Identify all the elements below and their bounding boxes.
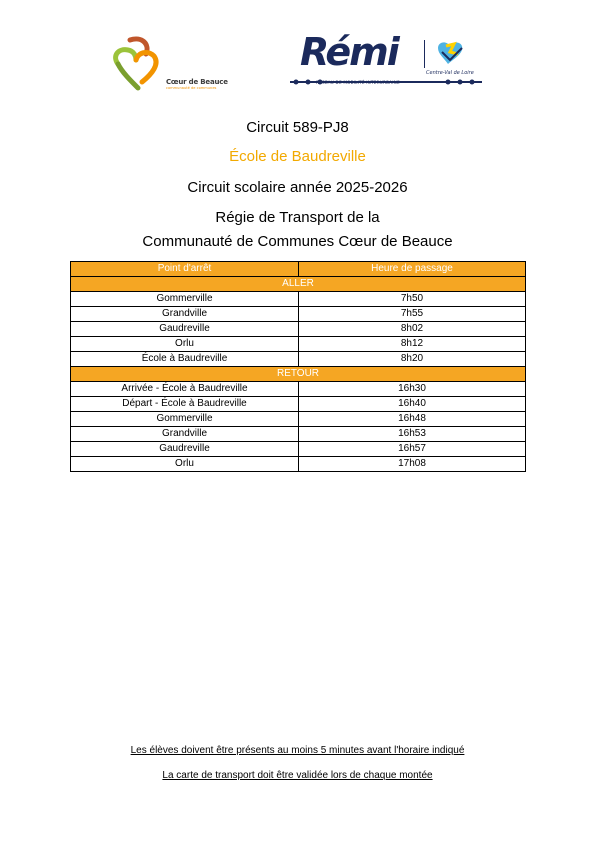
school-year: Circuit scolaire année 2025-2026 (187, 179, 408, 196)
stop-name: Gommerville (71, 292, 299, 307)
network-name: RÉSEAU DE MOBILITÉ INTERURBAINE (316, 80, 400, 85)
timetable (70, 261, 526, 472)
stop-name: Arrivée - École à Baudreville (71, 382, 299, 397)
circuit-title: Circuit 589-PJ8 (246, 119, 349, 136)
table-row (71, 457, 526, 472)
remi-logo (286, 30, 491, 94)
stop-time: 8h02 (299, 322, 526, 337)
stop-time: 16h40 (299, 397, 526, 412)
operator-line-2: Communauté de Communes Cœur de Beauce (142, 233, 453, 250)
stop-time: 16h48 (299, 412, 526, 427)
table-row (71, 382, 526, 397)
table-row (71, 337, 526, 352)
stop-name: Gommerville (71, 412, 299, 427)
coeur-de-beauce-subtitle: communauté de communes (166, 86, 217, 90)
table-row (71, 412, 526, 427)
stop-time: 16h53 (299, 427, 526, 442)
stop-time: 7h50 (299, 292, 526, 307)
operator-line-1: Régie de Transport de la (215, 209, 380, 226)
column-header-stop: Point d'arrêt (71, 262, 299, 277)
remi-wordmark: Rémi (300, 30, 398, 74)
stop-time: 8h12 (299, 337, 526, 352)
stop-time: 16h30 (299, 382, 526, 397)
school-name: École de Baudreville (229, 148, 366, 165)
stop-name: Gaudreville (71, 442, 299, 457)
stop-time: 16h57 (299, 442, 526, 457)
stop-name: Grandville (71, 307, 299, 322)
column-header-time: Heure de passage (299, 262, 526, 277)
stop-name: École à Baudreville (71, 352, 299, 367)
card-validation-notice: La carte de transport doit être validée lors de chaque montée (162, 770, 433, 781)
table-row (71, 397, 526, 412)
stop-time: 8h20 (299, 352, 526, 367)
section-label: ALLER (71, 277, 526, 292)
stop-name: Gaudreville (71, 322, 299, 337)
coeur-de-beauce-logo (108, 34, 228, 92)
table-row (71, 442, 526, 457)
table-row (71, 352, 526, 367)
coeur-de-beauce-heart-icon (108, 34, 168, 92)
stop-time: 7h55 (299, 307, 526, 322)
table-row (71, 427, 526, 442)
arrival-notice: Les élèves doivent être présents au moins 5 minutes avant l'horaire indiqué (130, 745, 465, 756)
table-row (71, 322, 526, 337)
coeur-de-beauce-name: Cœur de Beauce (166, 78, 228, 86)
stop-name: Orlu (71, 457, 299, 472)
region-centre-val-de-loire-icon (432, 38, 472, 68)
table-header-row (71, 262, 526, 277)
logo-separator (424, 40, 425, 68)
stop-name: Grandville (71, 427, 299, 442)
table-row (71, 307, 526, 322)
stop-time: 17h08 (299, 457, 526, 472)
table-row (71, 292, 526, 307)
section-row-aller (71, 277, 526, 292)
region-name: Centre-Val de Loire (426, 70, 474, 76)
stop-name: Départ - École à Baudreville (71, 397, 299, 412)
stop-name: Orlu (71, 337, 299, 352)
section-row-retour (71, 367, 526, 382)
section-label: RETOUR (71, 367, 526, 382)
